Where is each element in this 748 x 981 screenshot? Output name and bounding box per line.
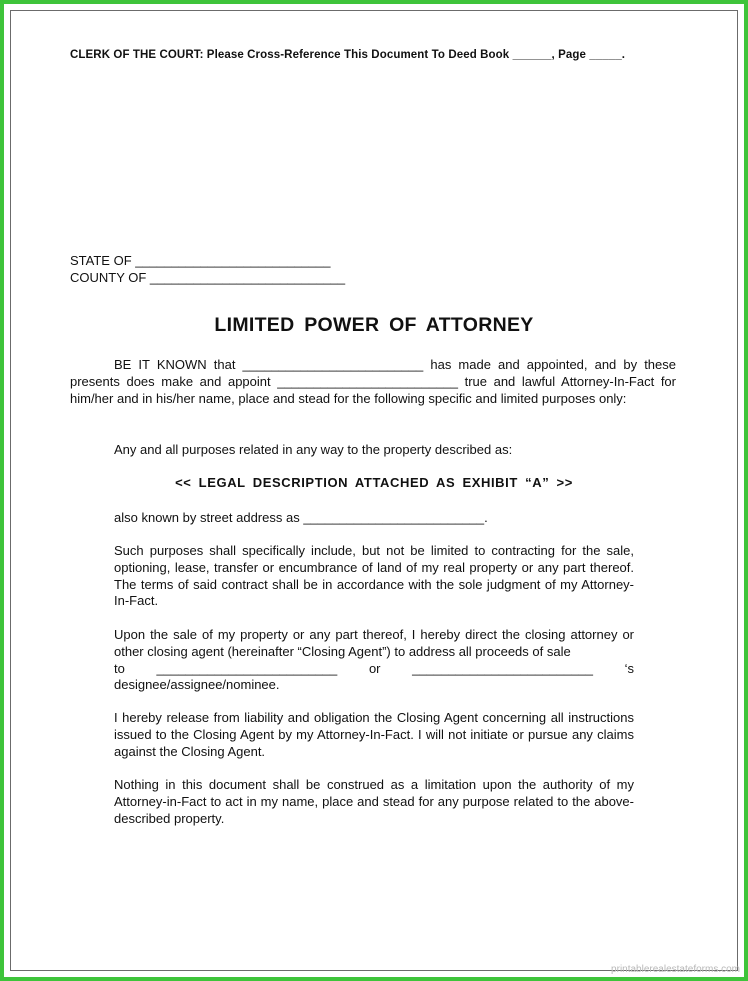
release-paragraph: I hereby release from liability and obligation the Closing Agent concerning all instructions issued to the Closing Agent by my Attorney-In-Fact. I will not initiate or pursue any claims against the Closing Agent. (114, 710, 634, 759)
clerk-cross-reference-note: CLERK OF THE COURT: Please Cross-Reference This Document To Deed Book ______, Page _____. (70, 49, 626, 61)
proceeds-to: to (114, 660, 125, 676)
proceeds-or: or (368, 660, 381, 676)
proceeds-line-2 (114, 661, 634, 678)
specific-purposes-paragraph: Such purposes shall specifically include, but not be limited to contracting for the sale, optioning, lease, transfer or encumbrance of land of my real property or any part thereof. The terms of said contract shall be in accordance with the sole judgment of my Attorney-In-Fact. (114, 543, 634, 609)
state-of-line: STATE OF ___________________________ (70, 253, 331, 268)
appointment-text: BE IT KNOWN that _________________________ has made and appointed, and by these presents does make and appoint _________________________ true and lawful Attorney-In-Fact for him/her and in his/her name, place and stead for the following specific and limited purposes only: (70, 357, 676, 406)
proceeds-possessive: ‘s (624, 660, 634, 676)
proceeds-line-3: designee/assignee/nominee. (114, 677, 280, 693)
document-title: LIMITED POWER OF ATTORNEY (214, 314, 534, 336)
purposes-paragraph: Any and all purposes related in any way to the property described as: (114, 442, 513, 457)
street-address-paragraph: also known by street address as _________________________. (114, 510, 488, 525)
proceeds-line-1: Upon the sale of my property or any part thereof, I hereby direct the closing attorney or other closing agent (hereinafter “Closing Agent”) to address all proceeds of sale (114, 627, 634, 659)
proceeds-blank-2: _________________________ (412, 660, 593, 676)
limitation-paragraph: Nothing in this document shall be construed as a limitation upon the authority of my Attorney-in-Fact to act in my name, place and stead for any purpose related to the above-described property. (114, 777, 634, 826)
proceeds-paragraph (114, 627, 634, 694)
watermark: printablerealestateforms.com (611, 964, 740, 975)
appointment-paragraph (70, 357, 676, 407)
proceeds-blank-1: _________________________ (156, 660, 338, 676)
county-of-line: COUNTY OF ___________________________ (70, 270, 346, 285)
legal-description-exhibit: << LEGAL DESCRIPTION ATTACHED AS EXHIBIT “A” >> (175, 475, 573, 490)
